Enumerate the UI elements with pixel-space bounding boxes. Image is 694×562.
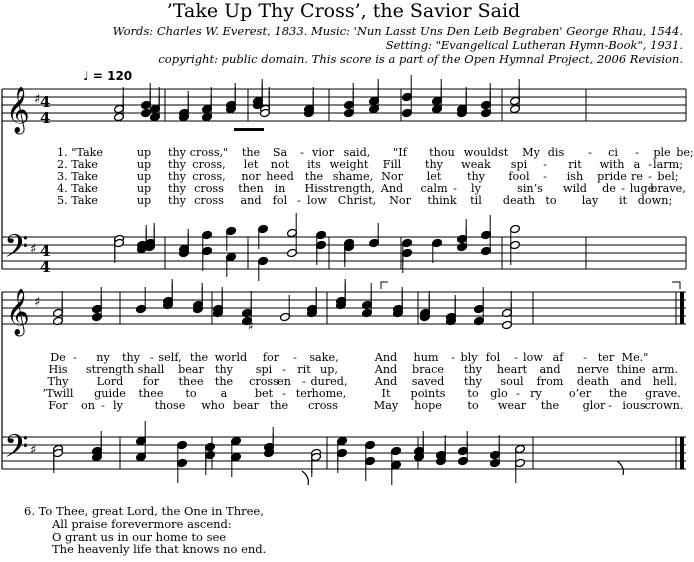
lyric-syllable: grave. — [645, 387, 681, 400]
flag — [302, 471, 308, 485]
lyric-syllable: thy — [167, 194, 187, 207]
lyric-syllable: til — [470, 194, 482, 207]
lyric-syllable: fol — [485, 351, 501, 364]
lyric-syllable: bet — [254, 387, 274, 400]
beam — [234, 128, 264, 131]
lyric-syllable: cross — [249, 375, 279, 388]
lyric-syllable: His — [304, 182, 324, 195]
lyric-syllable: thou — [429, 146, 455, 159]
lyric-syllable: cross, — [192, 170, 226, 183]
stanza-6-line: O grant us in our home to see — [52, 529, 227, 544]
lyric-syllable: - — [282, 387, 286, 400]
phrase-bracket — [672, 282, 680, 289]
lyric-syllable: cross," — [189, 146, 229, 159]
stanza-6-line: All praise forevermore ascend: — [52, 516, 232, 531]
lyric-syllable: up — [136, 158, 152, 171]
lyric-syllable: It — [381, 387, 391, 400]
lyric-syllable: death — [502, 194, 536, 207]
lyric-syllable: let — [243, 158, 259, 171]
lyric-syllable: to — [185, 387, 197, 400]
lyric-syllable: to — [467, 387, 479, 400]
lyric-syllable: thy — [167, 158, 187, 171]
lyric-syllable: thy — [167, 170, 187, 183]
lyric-syllable: with — [599, 158, 625, 171]
notation — [2, 75, 686, 485]
sharp-icon: ♯ — [248, 319, 254, 333]
key-signature-sharp-icon: ♯ — [30, 242, 37, 257]
lyric-syllable: re — [631, 170, 643, 183]
lyric-syllable: hell. — [652, 375, 678, 388]
lyric-syllable: - — [621, 182, 625, 195]
lyric-syllable: thine — [616, 363, 646, 376]
lyric-syllable: And — [374, 351, 398, 364]
final-bar-line — [680, 292, 684, 324]
stanza-6 — [24, 505, 266, 556]
lyric-syllable: for — [142, 375, 160, 388]
lyric-syllable: glor — [582, 399, 606, 412]
lyric-syllable: the — [214, 375, 234, 388]
lyric-syllable: thee — [138, 387, 164, 400]
lyric-syllable: weak — [461, 158, 491, 171]
lyric-syllable: bel; — [657, 170, 679, 183]
lyric-syllable: rit — [297, 363, 311, 376]
phrase-bracket — [381, 282, 388, 289]
lyric-syllable: luge — [629, 182, 655, 195]
lyric-syllable: Me." — [621, 351, 649, 364]
time-signature-denominator: 4 — [40, 109, 51, 127]
lyric-syllable: fool — [508, 170, 530, 183]
treble-clef-icon: 𝄞 — [6, 87, 30, 133]
lyric-syllable: - — [451, 351, 455, 364]
lyric-syllable: sin’s — [517, 182, 543, 195]
lyric-syllable: brace — [411, 363, 445, 376]
key-signature-sharp-icon: ♯ — [34, 92, 41, 107]
lyric-syllable: de — [602, 182, 616, 195]
lyric-syllable: And — [374, 375, 398, 388]
lyric-syllable: ci — [608, 146, 618, 159]
lyric-syllable: it — [618, 194, 628, 207]
lyric-syllable: wild — [563, 182, 587, 195]
lyric-syllable: - — [648, 158, 652, 171]
lyric-syllable: strength, — [323, 182, 375, 195]
lyric-syllable: be; — [676, 146, 694, 159]
time-signature-numerator: 4 — [40, 93, 51, 111]
lyric-syllable: low — [523, 351, 543, 364]
lyric-syllable: Lord — [96, 375, 124, 388]
lyric-syllable: and — [620, 375, 642, 388]
lyric-syllable: hum — [413, 351, 439, 364]
credits-setting: Setting: "Evangelical Lutheran Hymn-Book", 1931. — [385, 38, 683, 52]
lyric-syllable: o’er — [568, 387, 592, 400]
lyric-syllable: My — [522, 146, 540, 159]
lyric-syllable: ter — [295, 387, 313, 400]
treble-clef-icon: 𝄞 — [6, 289, 30, 335]
lyric-syllable: And — [380, 182, 404, 195]
key-signature-sharp-icon: ♯ — [30, 443, 37, 458]
lyric-syllable: And — [374, 363, 398, 376]
lyric-syllable: spi — [510, 158, 528, 171]
lyric-syllable: and — [539, 363, 561, 376]
lyric-syllable: thy — [214, 363, 234, 376]
stanza-6-line: 6. To Thee, great Lord, the One in Three, — [24, 504, 264, 518]
lyric-syllable: down; — [637, 194, 673, 207]
lyric-syllable: let — [426, 170, 442, 183]
lyric-syllable: on — [81, 399, 95, 412]
lyric-syllable: Thy — [47, 375, 69, 388]
lyric-syllable: Nor — [389, 194, 411, 207]
lyric-syllable: - — [583, 351, 587, 364]
lyric-syllable: - — [293, 351, 297, 364]
lyric-syllable: ter — [597, 351, 615, 364]
lyric-syllable: - — [516, 387, 520, 400]
lyric-syllable: thy — [121, 351, 141, 364]
lyric-syllable: - — [300, 146, 304, 159]
lyric-syllable: ly — [471, 182, 481, 195]
lyric-syllable: 2. Take — [57, 158, 98, 171]
flag — [617, 461, 623, 475]
lyric-syllable: nerve — [576, 363, 610, 376]
key-signature-sharp-icon: ♯ — [34, 295, 41, 310]
lyric-syllable: thy — [463, 363, 483, 376]
lyric-syllable: said, — [343, 146, 371, 159]
lyric-syllable: - — [648, 170, 652, 183]
lyric-syllable: - — [543, 158, 547, 171]
lyric-syllable: then — [238, 182, 264, 195]
credits-copyright: copyright: public domain. This score is a part of the Open Hymnal Project, 2006 Revision. — [158, 52, 683, 66]
lyric-syllable: arm. — [651, 363, 679, 376]
lyric-syllable: the — [304, 170, 324, 183]
lyric-syllable: wouldst — [463, 146, 509, 159]
lyric-syllable: 3. Take — [57, 170, 98, 183]
lyric-syllable: world — [214, 351, 248, 364]
lyric-syllable: not — [270, 158, 290, 171]
lyric-syllable: May — [373, 399, 399, 412]
lyric-syllable: Nor — [381, 170, 403, 183]
lyric-syllable: to — [467, 399, 479, 412]
lyric-syllable: spi — [255, 363, 273, 376]
lyric-syllable: - — [514, 351, 518, 364]
lyric-syllable: heed — [266, 170, 294, 183]
lyric-syllable: thy — [167, 146, 187, 159]
lyric-syllable: fol — [272, 194, 288, 207]
lyric-syllable: the — [269, 399, 289, 412]
bass-clef-icon: 𝄢 — [4, 228, 29, 272]
lyric-syllable: self, — [158, 351, 182, 364]
lyric-syllable: calm — [420, 182, 448, 195]
lyric-syllable: up — [136, 146, 152, 159]
lyric-syllable: ny — [96, 351, 110, 364]
lyric-syllable: think — [427, 194, 457, 207]
lyric-syllable: - — [282, 363, 286, 376]
lyric-syllable: death — [576, 375, 610, 388]
lyric-syllable: strength — [85, 363, 135, 376]
lyric-syllable: thy — [463, 375, 483, 388]
lyric-syllable: saved — [411, 375, 445, 388]
lyric-syllable: larm; — [653, 158, 683, 171]
lyric-syllable: 5. Take — [57, 194, 98, 207]
lyric-syllable: hope — [414, 399, 442, 412]
lyric-syllable: cross — [194, 182, 224, 195]
lyric-syllable: - — [73, 351, 77, 364]
lyric-syllable: ple — [653, 146, 671, 159]
lyric-syllable: bear — [233, 399, 259, 412]
lyric-syllable: thy — [167, 182, 187, 195]
tempo-value: = 120 — [92, 69, 133, 83]
lyric-syllable: - — [150, 351, 154, 364]
lyric-syllable: up, — [320, 363, 338, 376]
lyric-syllable: His — [48, 363, 68, 376]
lyric-syllable: for — [262, 351, 280, 364]
lyric-syllable: up — [136, 170, 152, 183]
lyric-syllable: from — [536, 375, 564, 388]
lyric-syllable: "If — [393, 146, 407, 159]
lyric-syllable: cross — [194, 194, 224, 207]
lyric-syllable: Christ, — [337, 194, 377, 207]
lyric-syllable: a — [633, 158, 641, 171]
lyric-syllable: wear — [497, 399, 527, 412]
lyric-syllable: rit — [568, 158, 582, 171]
quarter-note-icon: ♩ — [83, 69, 89, 83]
lyric-syllable: its — [307, 158, 321, 171]
credits-words-music: Words: Charles W. Everest, 1833. Music: 'Nun Lasst Uns Den Leib Begraben' George Rhau, 1544. — [112, 24, 683, 38]
lyric-syllable: - — [608, 399, 612, 412]
lyric-syllable: For — [48, 399, 68, 412]
lyric-syllable: nor — [241, 170, 261, 183]
lyric-syllable: De — [50, 351, 66, 364]
lyric-syllable: ry — [530, 387, 542, 400]
lyric-syllable: sake, — [309, 351, 339, 364]
lyric-syllable: cross — [308, 399, 338, 412]
lyric-syllable: crown. — [644, 399, 684, 412]
bass-clef-icon: 𝄢 — [4, 428, 29, 472]
time-signature-denominator: 4 — [40, 258, 51, 276]
lyric-syllable: those — [154, 399, 186, 412]
lyric-syllable: ious — [622, 399, 646, 412]
time-signature-numerator: 4 — [40, 242, 51, 260]
lyric-syllable: up — [136, 194, 152, 207]
lyric-syllable: the — [540, 399, 560, 412]
lyric-syllable: a — [220, 387, 228, 400]
lyric-syllable: - — [543, 170, 547, 183]
lyric-syllable: pride — [597, 170, 627, 183]
lyric-syllable: bear — [178, 363, 204, 376]
lyric-syllable: - — [453, 182, 457, 195]
lyric-syllable: dis — [547, 146, 565, 159]
lyric-syllable: who — [201, 399, 225, 412]
lyric-syllable: shall — [137, 363, 165, 376]
lyric-syllable: in — [274, 182, 286, 195]
lyric-syllable: and — [240, 194, 262, 207]
lyric-syllable: the — [608, 387, 628, 400]
lyric-syllable: - — [297, 194, 301, 207]
lyric-syllable: vior — [312, 146, 334, 159]
lyric-syllable: guide — [94, 387, 126, 400]
lyric-syllable: soul — [500, 375, 524, 388]
lyric-syllable: weight — [329, 158, 369, 171]
lyric-syllable: home, — [311, 387, 347, 400]
lyric-syllable: - — [635, 146, 639, 159]
lyric-syllable: ish — [566, 170, 584, 183]
lyric-syllable: up — [136, 182, 152, 195]
lyric-syllable: shame, — [332, 170, 374, 183]
lyric-syllable: thy — [424, 158, 444, 171]
lyric-syllable: Sa — [272, 146, 288, 159]
lyric-syllable: thy — [466, 170, 486, 183]
lyric-syllable: to — [545, 194, 557, 207]
lyric-syllable: ’Twill — [42, 387, 74, 400]
lyric-syllable: thee — [178, 375, 204, 388]
lyric-syllable: low — [307, 194, 327, 207]
lyric-syllable: points — [410, 387, 446, 400]
lyric-syllable: af — [552, 351, 564, 364]
lyric-syllable: - — [101, 399, 105, 412]
lyric-syllable: the — [189, 351, 209, 364]
lyric-syllable: Fill — [382, 158, 402, 171]
lyric-syllable: glo — [490, 387, 508, 400]
lyric-syllable: brave, — [650, 182, 686, 195]
lyric-syllable: the — [241, 146, 261, 159]
lyric-syllable: 1. "Take — [57, 146, 104, 159]
lyric-syllable: 4. Take — [57, 182, 98, 195]
final-bar-line — [680, 437, 684, 469]
lyric-syllable: dured, — [310, 375, 348, 388]
lyric-syllable: heart — [496, 363, 528, 376]
lyric-syllable: cross, — [192, 158, 226, 171]
lyric-syllable: lay — [581, 194, 599, 207]
lyric-syllable: - — [588, 146, 592, 159]
hymn-title: ’Take Up Thy Cross’, the Savior Said — [166, 0, 521, 22]
lyric-syllable: ly — [113, 399, 123, 412]
lyric-syllable: en — [277, 375, 291, 388]
lyric-syllable: - — [302, 375, 306, 388]
lyric-syllable: bly — [460, 351, 478, 364]
stanza-6-line: The heavenly life that knows no end. — [52, 542, 267, 557]
